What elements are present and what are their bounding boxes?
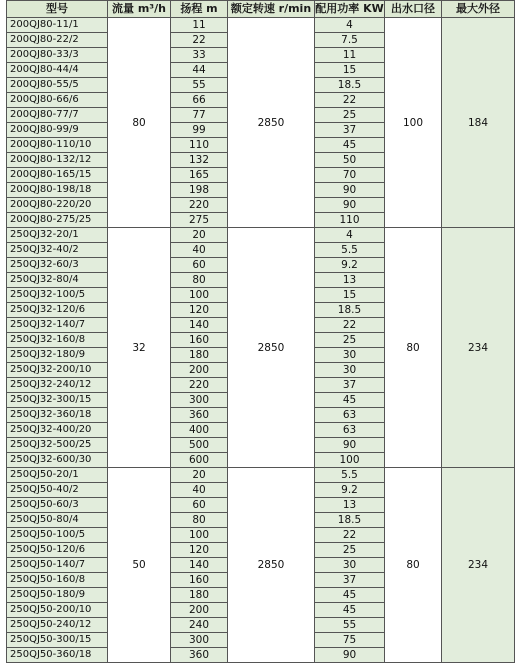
cell-model: 250QJ32-60/3 bbox=[7, 258, 108, 273]
cell-power: 90 bbox=[315, 648, 385, 663]
cell-model: 250QJ50-360/18 bbox=[7, 648, 108, 663]
cell-power: 5.5 bbox=[315, 243, 385, 258]
header-row bbox=[7, 1, 515, 18]
cell-model: 250QJ32-20/1 bbox=[7, 228, 108, 243]
cell-power: 18.5 bbox=[315, 78, 385, 93]
cell-power: 18.5 bbox=[315, 513, 385, 528]
header-outlet: 出水口径 bbox=[385, 1, 442, 18]
cell-model: 250QJ32-100/5 bbox=[7, 288, 108, 303]
cell-head: 220 bbox=[171, 198, 228, 213]
cell-head: 200 bbox=[171, 603, 228, 618]
cell-head: 33 bbox=[171, 48, 228, 63]
cell-model: 250QJ50-240/12 bbox=[7, 618, 108, 633]
cell-power: 90 bbox=[315, 198, 385, 213]
header-model: 型号 bbox=[7, 1, 108, 18]
header-diameter: 最大外径 bbox=[442, 1, 515, 18]
cell-model: 250QJ32-360/18 bbox=[7, 408, 108, 423]
cell-head: 80 bbox=[171, 273, 228, 288]
cell-power: 45 bbox=[315, 603, 385, 618]
cell-head: 360 bbox=[171, 648, 228, 663]
cell-model: 250QJ50-180/9 bbox=[7, 588, 108, 603]
cell-model: 200QJ80-132/12 bbox=[7, 153, 108, 168]
header-power: 配用功率 KW bbox=[315, 1, 385, 18]
cell-power: 70 bbox=[315, 168, 385, 183]
cell-head: 55 bbox=[171, 78, 228, 93]
cell-outlet: 100 bbox=[385, 18, 442, 228]
cell-power: 9.2 bbox=[315, 483, 385, 498]
cell-model: 200QJ80-55/5 bbox=[7, 78, 108, 93]
cell-model: 200QJ80-22/2 bbox=[7, 33, 108, 48]
table-row bbox=[7, 468, 515, 483]
cell-model: 250QJ50-40/2 bbox=[7, 483, 108, 498]
cell-model: 200QJ80-220/20 bbox=[7, 198, 108, 213]
cell-model: 250QJ50-60/3 bbox=[7, 498, 108, 513]
cell-model: 200QJ80-165/15 bbox=[7, 168, 108, 183]
cell-model: 250QJ32-140/7 bbox=[7, 318, 108, 333]
cell-head: 300 bbox=[171, 633, 228, 648]
cell-power: 15 bbox=[315, 63, 385, 78]
cell-power: 7.5 bbox=[315, 33, 385, 48]
cell-model: 250QJ32-300/15 bbox=[7, 393, 108, 408]
cell-power: 4 bbox=[315, 18, 385, 33]
cell-power: 63 bbox=[315, 408, 385, 423]
cell-model: 250QJ32-160/8 bbox=[7, 333, 108, 348]
cell-model: 200QJ80-198/18 bbox=[7, 183, 108, 198]
cell-model: 200QJ80-99/9 bbox=[7, 123, 108, 138]
cell-head: 80 bbox=[171, 513, 228, 528]
cell-model: 250QJ50-20/1 bbox=[7, 468, 108, 483]
cell-diameter: 234 bbox=[442, 228, 515, 468]
cell-head: 110 bbox=[171, 138, 228, 153]
cell-head: 180 bbox=[171, 588, 228, 603]
cell-model: 250QJ50-80/4 bbox=[7, 513, 108, 528]
cell-power: 18.5 bbox=[315, 303, 385, 318]
cell-head: 132 bbox=[171, 153, 228, 168]
cell-model: 250QJ32-80/4 bbox=[7, 273, 108, 288]
cell-power: 13 bbox=[315, 273, 385, 288]
cell-power: 30 bbox=[315, 558, 385, 573]
cell-head: 160 bbox=[171, 333, 228, 348]
cell-outlet: 80 bbox=[385, 228, 442, 468]
cell-model: 200QJ80-110/10 bbox=[7, 138, 108, 153]
cell-head: 198 bbox=[171, 183, 228, 198]
table-row bbox=[7, 228, 515, 243]
cell-flow: 32 bbox=[108, 228, 171, 468]
cell-model: 250QJ32-600/30 bbox=[7, 453, 108, 468]
cell-head: 140 bbox=[171, 318, 228, 333]
cell-head: 22 bbox=[171, 33, 228, 48]
cell-head: 99 bbox=[171, 123, 228, 138]
cell-flow: 50 bbox=[108, 468, 171, 663]
cell-model: 200QJ80-11/1 bbox=[7, 18, 108, 33]
cell-head: 40 bbox=[171, 483, 228, 498]
cell-power: 22 bbox=[315, 93, 385, 108]
cell-power: 4 bbox=[315, 228, 385, 243]
cell-model: 250QJ32-400/20 bbox=[7, 423, 108, 438]
cell-head: 120 bbox=[171, 543, 228, 558]
cell-power: 90 bbox=[315, 438, 385, 453]
cell-head: 66 bbox=[171, 93, 228, 108]
cell-power: 22 bbox=[315, 318, 385, 333]
cell-head: 120 bbox=[171, 303, 228, 318]
cell-head: 20 bbox=[171, 228, 228, 243]
header-flow: 流量 m³/h bbox=[108, 1, 171, 18]
cell-power: 45 bbox=[315, 588, 385, 603]
cell-head: 77 bbox=[171, 108, 228, 123]
cell-power: 45 bbox=[315, 393, 385, 408]
cell-head: 44 bbox=[171, 63, 228, 78]
cell-power: 50 bbox=[315, 153, 385, 168]
cell-head: 60 bbox=[171, 498, 228, 513]
table-row bbox=[7, 18, 515, 33]
cell-flow: 80 bbox=[108, 18, 171, 228]
cell-head: 60 bbox=[171, 258, 228, 273]
cell-head: 100 bbox=[171, 528, 228, 543]
cell-power: 25 bbox=[315, 108, 385, 123]
cell-speed: 2850 bbox=[228, 228, 315, 468]
cell-diameter: 184 bbox=[442, 18, 515, 228]
cell-model: 200QJ80-66/6 bbox=[7, 93, 108, 108]
cell-power: 63 bbox=[315, 423, 385, 438]
cell-power: 30 bbox=[315, 348, 385, 363]
pump-spec-table bbox=[6, 0, 515, 663]
cell-head: 11 bbox=[171, 18, 228, 33]
cell-speed: 2850 bbox=[228, 468, 315, 663]
cell-power: 9.2 bbox=[315, 258, 385, 273]
cell-head: 140 bbox=[171, 558, 228, 573]
cell-power: 25 bbox=[315, 333, 385, 348]
cell-model: 250QJ50-100/5 bbox=[7, 528, 108, 543]
cell-diameter: 234 bbox=[442, 468, 515, 663]
cell-model: 250QJ32-200/10 bbox=[7, 363, 108, 378]
cell-head: 220 bbox=[171, 378, 228, 393]
cell-power: 75 bbox=[315, 633, 385, 648]
cell-head: 600 bbox=[171, 453, 228, 468]
cell-power: 45 bbox=[315, 138, 385, 153]
cell-power: 90 bbox=[315, 183, 385, 198]
cell-speed: 2850 bbox=[228, 18, 315, 228]
cell-head: 240 bbox=[171, 618, 228, 633]
cell-power: 100 bbox=[315, 453, 385, 468]
cell-model: 200QJ80-33/3 bbox=[7, 48, 108, 63]
cell-power: 11 bbox=[315, 48, 385, 63]
cell-model: 200QJ80-275/25 bbox=[7, 213, 108, 228]
cell-power: 15 bbox=[315, 288, 385, 303]
cell-outlet: 80 bbox=[385, 468, 442, 663]
cell-model: 250QJ50-200/10 bbox=[7, 603, 108, 618]
cell-head: 160 bbox=[171, 573, 228, 588]
cell-head: 500 bbox=[171, 438, 228, 453]
cell-model: 250QJ50-300/15 bbox=[7, 633, 108, 648]
cell-head: 275 bbox=[171, 213, 228, 228]
cell-power: 37 bbox=[315, 378, 385, 393]
header-speed: 额定转速 r/min bbox=[228, 1, 315, 18]
cell-head: 200 bbox=[171, 363, 228, 378]
cell-power: 55 bbox=[315, 618, 385, 633]
cell-model: 250QJ50-140/7 bbox=[7, 558, 108, 573]
cell-power: 13 bbox=[315, 498, 385, 513]
cell-head: 360 bbox=[171, 408, 228, 423]
cell-model: 250QJ50-120/6 bbox=[7, 543, 108, 558]
cell-model: 200QJ80-77/7 bbox=[7, 108, 108, 123]
cell-power: 22 bbox=[315, 528, 385, 543]
cell-head: 40 bbox=[171, 243, 228, 258]
cell-model: 250QJ32-500/25 bbox=[7, 438, 108, 453]
cell-model: 200QJ80-44/4 bbox=[7, 63, 108, 78]
cell-head: 165 bbox=[171, 168, 228, 183]
cell-model: 250QJ32-120/6 bbox=[7, 303, 108, 318]
cell-model: 250QJ32-180/9 bbox=[7, 348, 108, 363]
cell-power: 25 bbox=[315, 543, 385, 558]
cell-model: 250QJ32-40/2 bbox=[7, 243, 108, 258]
cell-power: 30 bbox=[315, 363, 385, 378]
cell-model: 250QJ32-240/12 bbox=[7, 378, 108, 393]
cell-head: 20 bbox=[171, 468, 228, 483]
cell-head: 100 bbox=[171, 288, 228, 303]
table-body bbox=[7, 18, 515, 663]
cell-power: 37 bbox=[315, 573, 385, 588]
cell-head: 180 bbox=[171, 348, 228, 363]
cell-head: 400 bbox=[171, 423, 228, 438]
cell-power: 110 bbox=[315, 213, 385, 228]
cell-power: 37 bbox=[315, 123, 385, 138]
cell-model: 250QJ50-160/8 bbox=[7, 573, 108, 588]
header-head: 扬程 m bbox=[171, 1, 228, 18]
cell-power: 5.5 bbox=[315, 468, 385, 483]
cell-head: 300 bbox=[171, 393, 228, 408]
